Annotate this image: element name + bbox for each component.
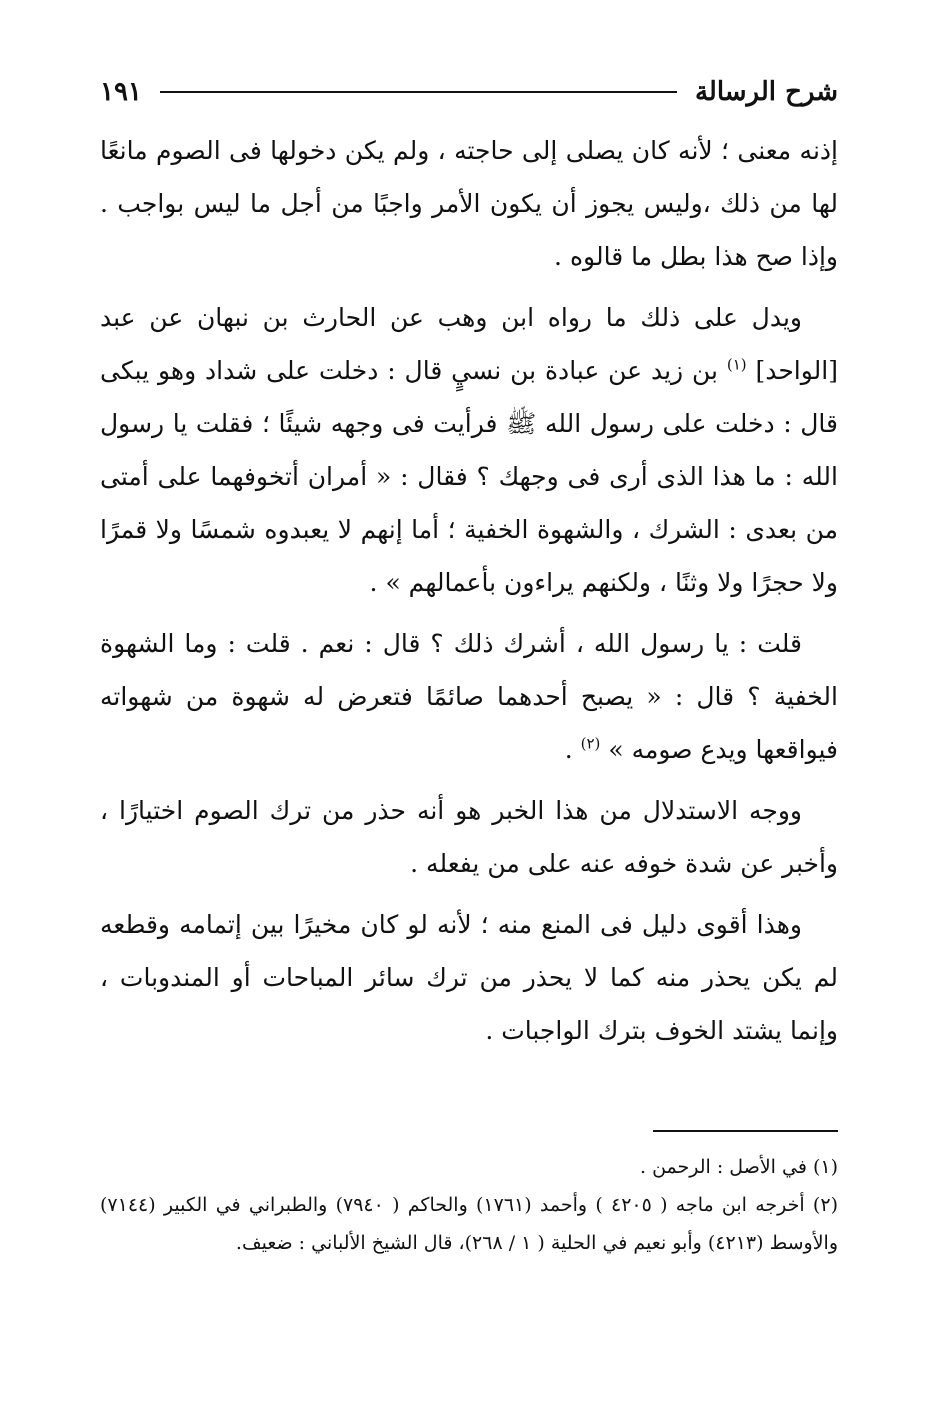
paragraph-4: ووجه الاستدلال من هذا الخبر هو أنه حذر من ترك الصوم اختيارًا ، وأخبر عن شدة خوفه عنه على من يفعله .	[100, 796, 838, 878]
footnote-1: (١) في الأصل : الرحمن .	[640, 1156, 838, 1178]
paragraph-5: وهذا أقوى دليل فى المنع منه ؛ لأنه لو كان مخيرًا بين إتمامه وقطعه لم يكن يحذر منه كما لا يحذر من ترك سائر المباحات أو المندوبات ، وإنما يشتد الخوف بترك الواجبات .	[100, 910, 838, 1045]
paragraph-3	[100, 617, 838, 776]
footnotes	[100, 1148, 838, 1262]
footnote-separator	[653, 1130, 838, 1132]
paragraph-2-part-2: بن زيد عن عبادة بن نسيٍ قال : دخلت على شداد وهو يبكى قال : دخلت على رسول الله ﷺ فرأيت فى وجهه شيئًا ؛ فقلت يا رسول الله : ما هذا الذى أرى فى وجهك ؟ فقال : « أمران أتخوفهما على أمتى من بعدى : الشرك ، والشهوة الخفية ؛ أما إنهم لا يعبدوه شمسًا ولا قمرًا ولا حجرًا ولا وثنًا ، ولكنهم يراءون بأعمالهم » .	[100, 356, 838, 597]
footnote-ref-1: (١)	[726, 355, 747, 374]
main-text	[100, 124, 838, 1065]
footnote-2: (٢) أخرجه ابن ماجه ( ٤٢٠٥ ) وأحمد (١٧٦١) والحاكم ( ٧٩٤٠) والطبراني في الكبير (٧١٤٤) والأوسط (٤٢١٣) وأبو نعيم في الحلية ( ١ / ٢٦٨)، قال الشيخ الألباني : ضعيف.	[100, 1194, 838, 1254]
paragraph-3-part-2: .	[564, 735, 581, 764]
running-header	[100, 72, 838, 112]
paragraph-3-part-1: قلت : يا رسول الله ، أشرك ذلك ؟ قال : نعم . قلت : وما الشهوة الخفية ؟ قال : « يصبح أحدهما صائمًا فتعرض له شهوة من شهواته فيواقعها ويدع صومه »	[100, 629, 838, 764]
paragraph-2-part-1: ويدل على ذلك ما رواه ابن وهب عن الحارث بن نبهان عن عبد [الواحد]	[100, 303, 838, 385]
paragraph-1: إذنه معنى ؛ لأنه كان يصلى إلى حاجته ، ولم يكن دخولها فى الصوم مانعًا لها من ذلك ،وليس يجوز أن يكون الأمر واجبًا من أجل ما ليس بواجب . وإذا صح هذا بطل ما قالوه .	[100, 136, 838, 271]
paragraph-2	[100, 291, 838, 609]
header-rule	[160, 91, 677, 93]
page-number: ١٩١	[100, 77, 142, 107]
footnote-ref-2: (٢)	[580, 734, 601, 753]
book-title: شرح الرسالة	[694, 77, 838, 107]
